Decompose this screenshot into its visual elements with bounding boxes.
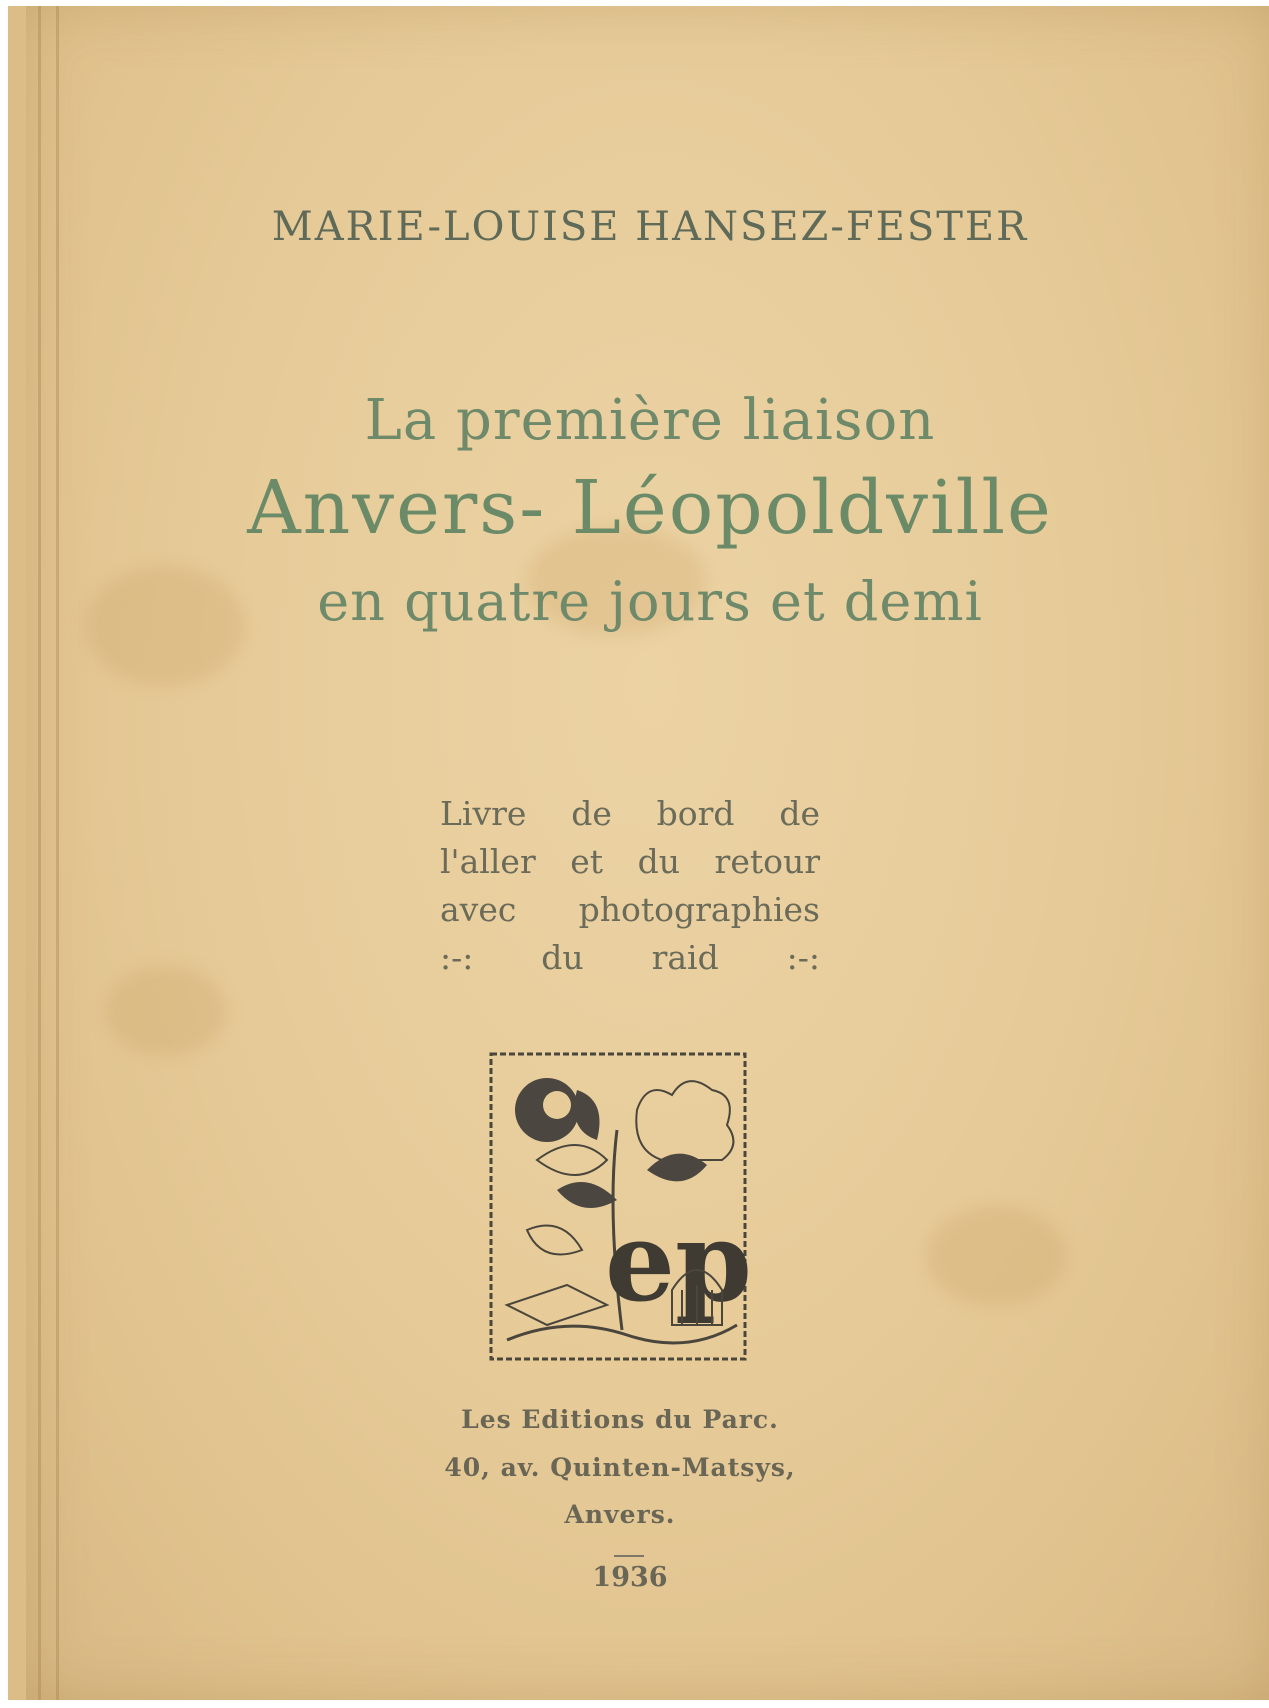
paper-stain bbox=[926, 1206, 1066, 1306]
open-book bbox=[507, 1285, 607, 1325]
leaf bbox=[527, 1226, 582, 1255]
subtitle-line-4: :-: du raid :-: bbox=[440, 938, 820, 977]
publisher-address: 40, av. Quinten-Matsys, bbox=[444, 1453, 796, 1482]
leaf bbox=[575, 1090, 600, 1140]
subtitle-line-3: avec photographies bbox=[440, 890, 820, 929]
divider bbox=[614, 1555, 644, 1557]
cloud bbox=[636, 1081, 733, 1160]
author-name: MARIE-LOUISE HANSEZ-FESTER bbox=[271, 204, 1029, 250]
sun-highlight bbox=[543, 1091, 571, 1119]
spine-crease bbox=[56, 6, 59, 1700]
title-line-3: en quatre jours et demi bbox=[317, 570, 983, 633]
leaf bbox=[537, 1145, 607, 1175]
publisher-name: Les Editions du Parc. bbox=[461, 1405, 779, 1434]
publisher-vignette-icon bbox=[487, 1050, 749, 1363]
title-line-2: Anvers- Léopoldville bbox=[247, 465, 1053, 551]
vignette-drawing bbox=[487, 1050, 749, 1363]
subtitle-line-2: l'aller et du retour bbox=[440, 842, 820, 881]
spine-crease bbox=[38, 6, 41, 1700]
title-line-1: La première liaison bbox=[364, 388, 936, 453]
paper-stain bbox=[106, 966, 226, 1056]
subtitle-line-1: Livre de bord de bbox=[440, 794, 820, 833]
vignette-monogram: ep bbox=[605, 1197, 749, 1326]
publisher-city: Anvers. bbox=[564, 1500, 676, 1529]
publication-year: 1936 bbox=[592, 1562, 668, 1593]
